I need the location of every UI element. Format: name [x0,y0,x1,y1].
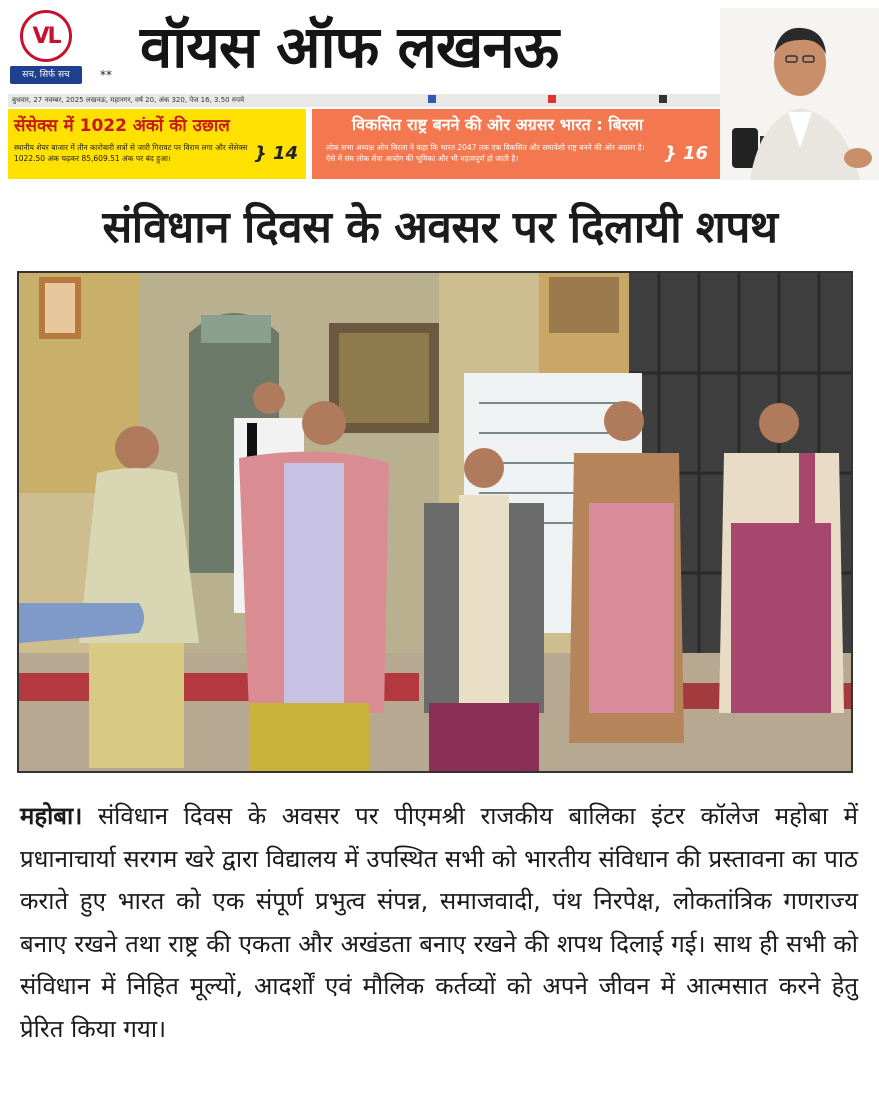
teaser-birla[interactable] [312,109,722,179]
newspaper-title: वॉयस ऑफ लखनऊ [140,13,559,81]
article-body [20,795,858,1100]
logo-tagline: सच, सिर्फ सच [10,66,82,84]
speaker-portrait-art [720,8,879,180]
news-photo-art [19,273,851,771]
article-text: संविधान दिवस के अवसर पर पीएमश्री राजकीय बालिका इंटर कॉलेज महोबा में प्रधानाचार्या सरगम खरे द्वारा विद्यालय में उपस्थित सभी को भारतीय संविधान की प्रस्तावना का पाठ कराते हुए भारत को एक संपूर्ण प्रभुत्व संपन्न, समाजवादी, पंथ निरपेक्ष, लोकतांत्रिक गणराज्य बनाए रखने तथा राष्ट्र की एकता और अखंडता बनाए रखने की शपथ दिलाई गई। साथ ही सभी को संविधान में निहित मूल्यों, आदर्शों एवं मौलिक कर्तव्यों को अपने जीवन में आत्मसात करने हेतु प्रेरित किया गया। [20,802,858,1043]
teaser-summary: लोक सभा अध्यक्ष ओम बिरला ने कहा कि भारत 2047 तक एक विकसित और समावेशी राष्ट्र बनने की ओर अग्रसर है। ऐसे में संघ लोक सेवा आयोग की भूमिका और भी महत्वपूर्ण हो जाती है। [326,143,645,163]
edition-info: बुधवार, 27 नवम्बर, 2025 लखनऊ, महानगर, वर्ष 20, अंक 320, पेज 16, 3.50 रुपये [12,96,245,104]
news-photo [17,271,853,773]
speaker-portrait [720,8,879,180]
article-headline: संविधान दिवस के अवसर पर दिलायी शपथ [102,202,778,253]
logo-mark: VL [32,23,60,49]
article-dateline: महोबा। [20,802,83,830]
newspaper-logo [10,10,82,88]
teaser-summary: स्थानीय शेयर बाजार में तीन कारोबारी सत्रों से जारी गिरावट पर विराम लगा और सेंसेक्स 1022.50 अंक चढ़कर 85,609.51 अंक पर बंद हुआ। [14,143,248,163]
teaser-page-ref: } 16 [663,143,708,164]
facebook-icon [428,95,436,103]
teaser-title: विकसित राष्ट्र बनने की ओर अग्रसर भारत : बिरला [352,115,644,134]
teaser-page-ref: } 14 [253,143,298,164]
teaser-sensex[interactable] [8,109,306,179]
teaser-title: सेंसेक्स में 1022 अंकों की उछाल [14,116,230,136]
date-strip [8,94,720,107]
masthead-stars: ** [100,68,112,82]
logo-emblem [20,10,72,62]
globe-icon [659,95,667,103]
mail-icon [548,95,556,103]
